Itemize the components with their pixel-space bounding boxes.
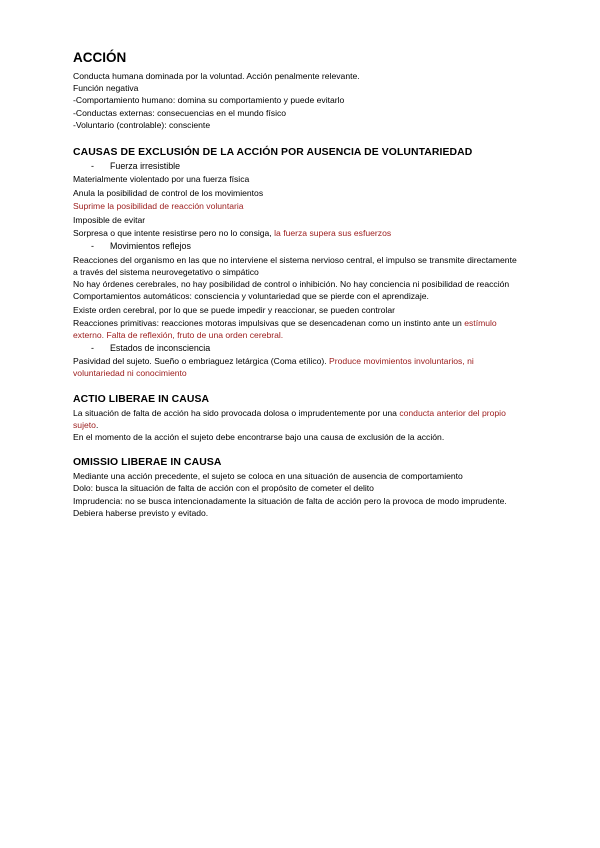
accion-line-4: -Conductas externas: consecuencias en el mundo físico [73, 107, 287, 118]
fuerza-line-5-text: Sorpresa o que intente resistirse pero no lo consiga, [73, 228, 275, 239]
actio-para-1-highlight: conducta anterior del propio sujeto [73, 407, 506, 430]
bullet-marker: - [91, 241, 94, 252]
fuerza-line-4: Imposible de evitar [73, 214, 146, 225]
omissio-para-2: Dolo: busca la situación de falta de acción con el propósito de cometer el delito [73, 483, 374, 494]
movimientos-para-3: Comportamientos automáticos: consciencia y voluntariedad que se pierde con el aprendizaje. [73, 291, 429, 302]
section-title-omissio: OMISSIO LIBERAE IN CAUSA [73, 457, 222, 469]
fuerza-line-5 [73, 227, 523, 240]
movimientos-para-5-text: Reacciones primitivas: reacciones motoras impulsivas que se desencadenan como un instinto ante un [73, 318, 465, 329]
movimientos-para-5-highlight: estímulo externo. Falta de reflexión, fruto de una orden cerebral. [73, 318, 497, 341]
estados-para-1-text: Pasividad del sujeto. Sueño o embriaguez letárgica (Coma etílico). [73, 356, 330, 367]
bullet-estados-inconsciencia [73, 342, 523, 355]
fuerza-line-3: Suprime la posibilidad de reacción voluntaria [73, 201, 244, 212]
bullet-fuerza-irresistible [73, 160, 523, 173]
actio-para-2: En el momento de la acción el sujeto debe encontrarse bajo una causa de exclusión de la acción. [73, 431, 445, 442]
accion-line-1: Conducta humana dominada por la voluntad. Acción penalmente relevante. [73, 71, 360, 81]
movimientos-para-1: Reacciones del organismo en las que no interviene el sistema nervioso central, el impulso se transmite directamente a través del sistema neurovegetativo o simpático [73, 254, 517, 278]
accion-line-5: -Voluntario (controlable): consciente [73, 119, 211, 130]
bullet-marker: - [91, 161, 94, 172]
accion-line-2: Función negativa [73, 83, 139, 94]
omissio-para-1: Mediante una acción precedente, el sujeto se coloca en una situación de ausencia de comportamiento [73, 471, 463, 482]
accion-line-3: -Comportamiento humano: domina su comportamiento y puede evitarlo [73, 95, 345, 106]
bullet-marker: - [91, 342, 94, 353]
omissio-para-3: Imprudencia: no se busca intencionadamente la situación de falta de acción pero la provoca de modo imprudente. Debiera haberse previsto y evitado. [73, 495, 507, 518]
bullet-label: Estados de inconsciencia [110, 342, 211, 353]
actio-para-1 [73, 407, 523, 431]
estados-para-1-highlight: Produce movimientos involuntarios, ni voluntariedad ni conocimiento [73, 356, 474, 379]
fuerza-line-2: Anula la posibilidad de control de los movimientos [73, 187, 264, 198]
document-page [73, 49, 523, 519]
section-title-causas: CAUSAS DE EXCLUSIÓN DE LA ACCIÓN POR AUSENCIA DE VOLUNTARIEDAD [73, 147, 473, 159]
fuerza-line-1: Materialmente violentado por una fuerza física [73, 174, 250, 185]
movimientos-para-2: No hay órdenes cerebrales, no hay posibilidad de control o inhibición. No hay conciencia ni posibilidad de reacción [73, 279, 510, 290]
estados-para-1 [73, 355, 523, 379]
section-title-actio: ACTIO LIBERAE IN CAUSA [73, 393, 210, 405]
actio-para-1-end: . [95, 419, 99, 430]
bullet-movimientos-reflejos [73, 240, 523, 253]
movimientos-para-5 [73, 317, 523, 341]
bullet-label: Fuerza irresistible [110, 161, 181, 172]
actio-para-1-text: La situación de falta de acción ha sido provocada dolosa o imprudentemente por una [73, 407, 400, 418]
section-title-accion: ACCIÓN [73, 50, 127, 65]
bullet-label: Movimientos reflejos [110, 241, 191, 252]
fuerza-line-5-highlight: la fuerza supera sus esfuerzos [274, 228, 392, 239]
movimientos-para-4: Existe orden cerebral, por lo que se puede impedir y reaccionar, se pueden controlar [73, 304, 395, 315]
